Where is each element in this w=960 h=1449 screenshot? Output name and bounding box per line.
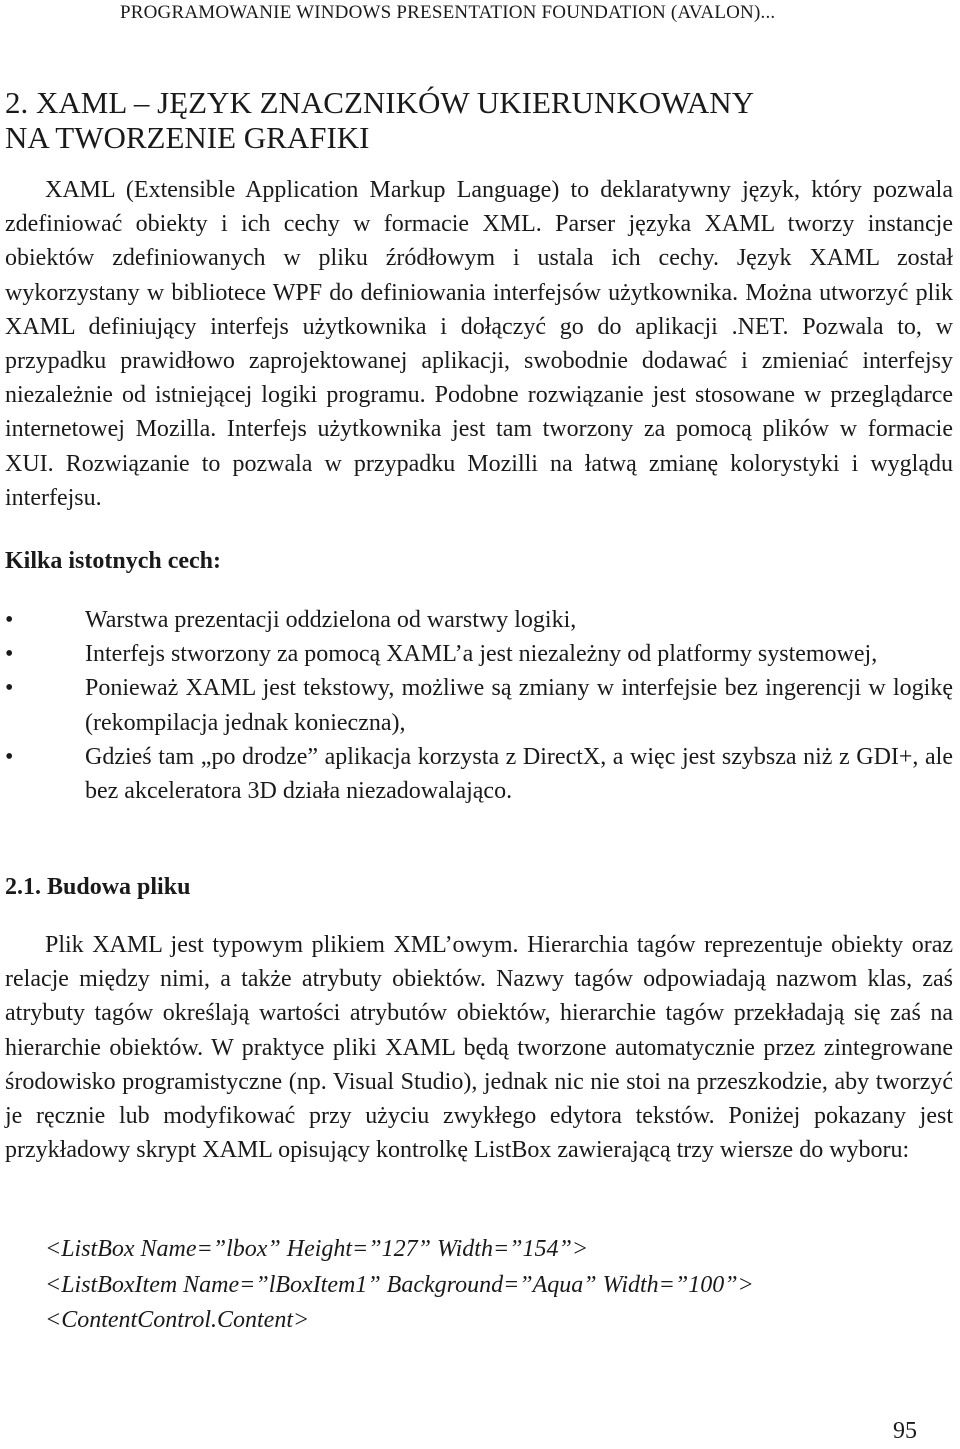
chapter-title-line-1: 2. XAML – JĘZYK ZNACZNIKÓW UKIERUNKOWANY — [5, 85, 755, 120]
file-structure-paragraph-text: Plik XAML jest typowym plikiem XML’owym. Hierarchia tagów reprezentuje obiekty oraz relacje między nimi, a także atrybuty obiektów. Nazwy tagów odpowiadają nazwom klas, zaś atrybuty tagów określają wartości atrybutów obiektów, hierarchie tagów przekładają się zaś na hierarchie obiektów. W praktyce pliki XAML będą tworzone automatycznie przez zintegrowane środowisko programistyczne (np. Visual Studio), jednak nic nie stoi na przeszkodzie, aby tworzyć je ręcznie lub modyfikować przy użyciu zwykłego edytora tekstów. Poniżej pokazany jest przykładowy skrypt XAML opisujący kontrolkę ListBox zawierającą trzy wiersze do wyboru: — [5, 932, 953, 1164]
bullet-icon: • — [5, 675, 14, 702]
list-item — [5, 671, 953, 739]
features-heading: Kilka istotnych cech: — [5, 548, 221, 574]
list-item — [5, 740, 953, 808]
bullet-icon: • — [5, 641, 14, 668]
code-line-3: <ContentControl.Content> — [45, 1307, 310, 1333]
bullet-icon: • — [5, 743, 14, 770]
chapter-title — [5, 85, 754, 155]
chapter-title-line-2: NA TWORZENIE GRAFIKI — [5, 120, 370, 155]
intro-paragraph — [5, 173, 953, 515]
page-number: 95 — [893, 1418, 917, 1444]
list-item — [5, 603, 953, 637]
list-item-text: Ponieważ XAML jest tekstowy, możliwe są zmiany w interfejsie bez ingerencji w logikę (rekompilacja jednak konieczna), — [85, 675, 953, 736]
features-list — [5, 603, 953, 808]
list-item-text: Warstwa prezentacji oddzielona od warstwy logiki, — [85, 607, 577, 633]
section-heading-file-structure: 2.1. Budowa pliku — [5, 874, 191, 900]
code-sample — [45, 1232, 754, 1339]
list-item-text: Gdzieś tam „po drodze” aplikacja korzysta z DirectX, a więc jest szybsza niż z GDI+, ale bez akceleratora 3D działa niezadowalająco. — [85, 743, 953, 805]
code-line-2: <ListBoxItem Name=”lBoxItem1” Background=”Aqua” Width=”100”> — [45, 1271, 754, 1298]
file-structure-paragraph — [5, 928, 953, 1167]
document-page — [5, 0, 955, 1449]
code-line-1: <ListBox Name=”lbox” Height=”127” Width=”154”> — [45, 1236, 589, 1262]
bullet-icon: • — [5, 607, 14, 633]
intro-paragraph-text: XAML (Extensible Application Markup Language) to deklaratywny język, który pozwala zdefiniować obiekty i ich cechy w formacie XML. Parser języka XAML tworzy instancje obiektów zdefiniowanych w pliku źródłowym i ustala ich cechy. Język XAML został wykorzystany w bibliotece WPF do definiowania interfejsów użytkownika. Można utworzyć plik XAML definiujący interfejs użytkownika i dołączyć go do aplikacji .NET. Pozwala to, w przypadku prawidłowo zaprojektowanej aplikacji, swobodnie dodawać i zmieniać interfejsy niezależnie od istniejącej logiki programu. Podobne rozwiązanie jest stosowane w przeglądarce internetowej Mozilla. Interfejs użytkownika jest tam tworzony za pomocą plików w formacie XUI. Rozwiązanie to pozwala w przypadku Mozilli na łatwą zmianę kolorystyki i wyglądu interfejsu. — [5, 177, 953, 511]
list-item — [5, 637, 953, 671]
list-item-text: Interfejs stworzony za pomocą XAML’a jest niezależny od platformy systemowej, — [85, 641, 878, 668]
running-header: PROGRAMOWANIE WINDOWS PRESENTATION FOUNDATION (AVALON)... — [120, 2, 776, 23]
